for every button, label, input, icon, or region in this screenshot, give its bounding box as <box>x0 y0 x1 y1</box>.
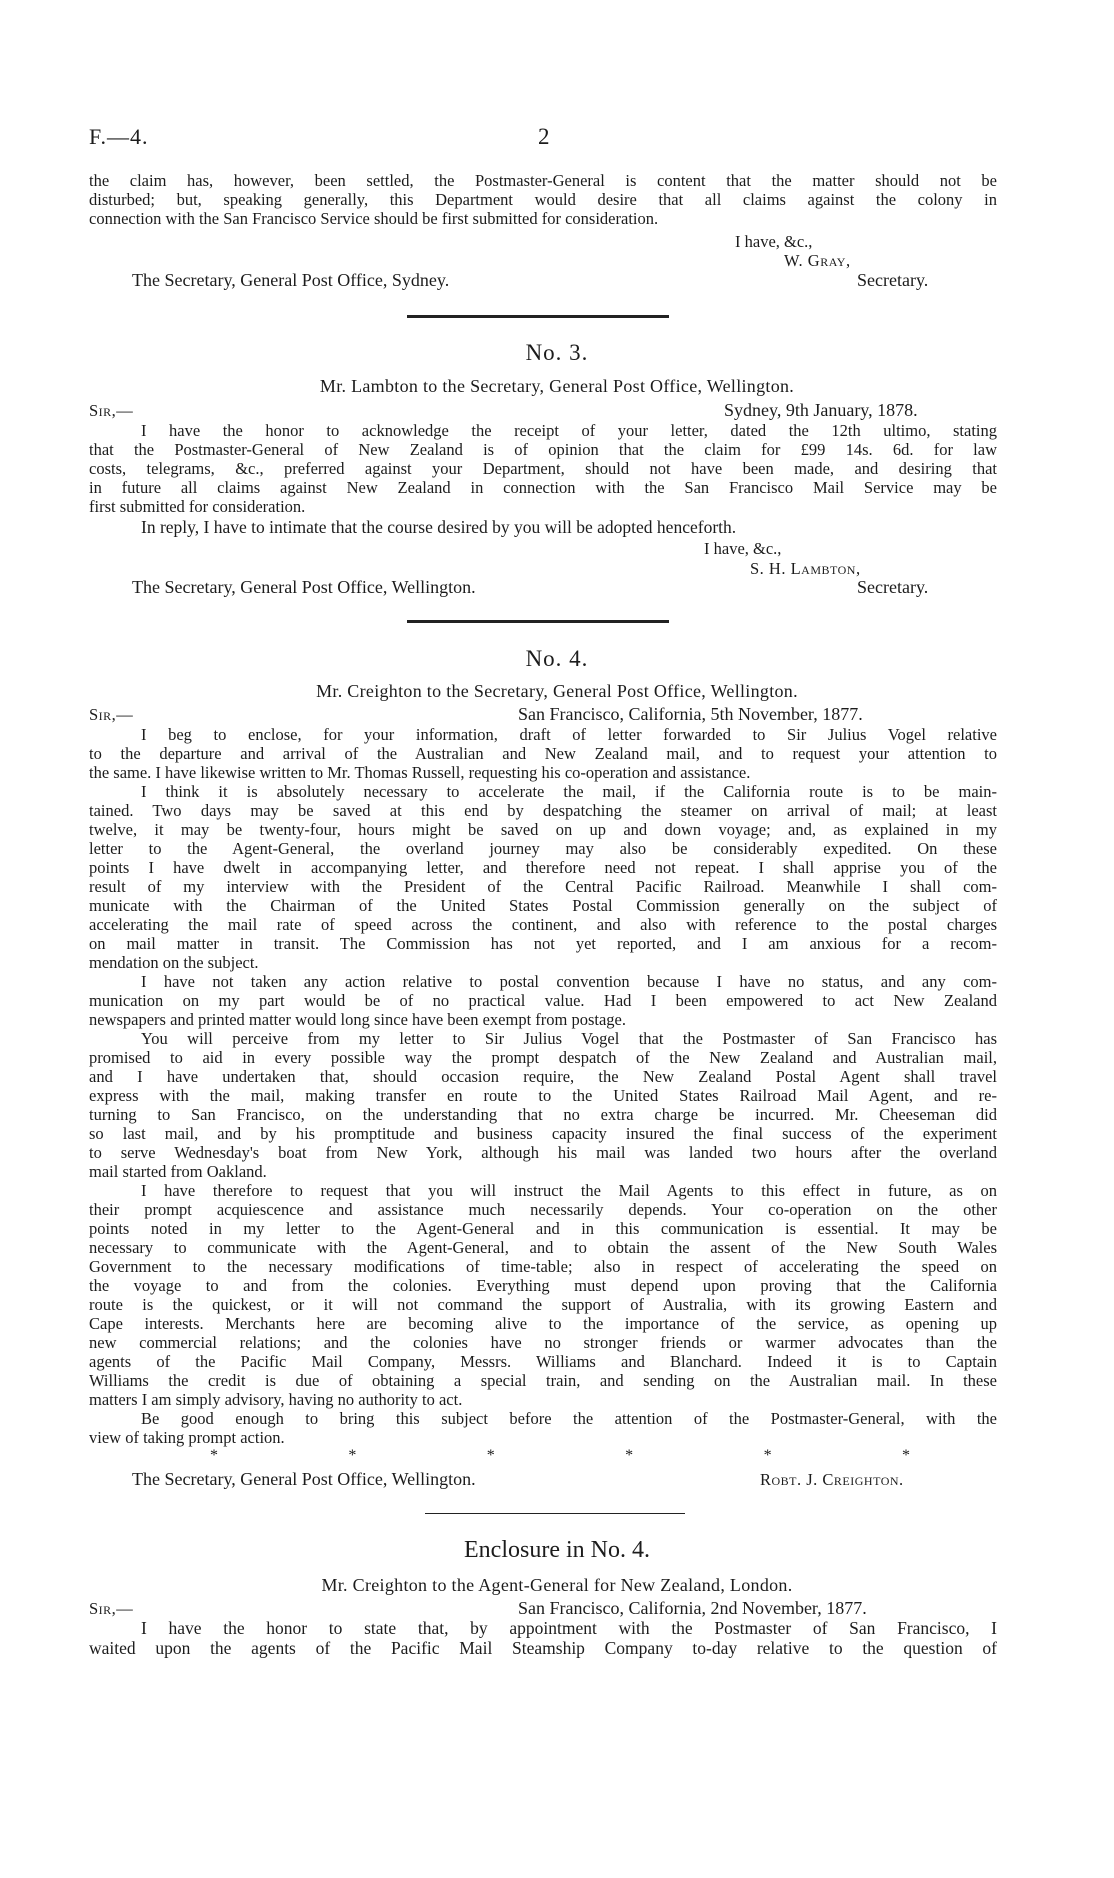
letter4-line: Be good enough to bring this subject before the attention of the Postmaster-General, with the <box>141 1409 997 1428</box>
letter4-line: result of my interview with the President of the Central Pacific Railroad. Meanwhile I shall com- <box>89 877 997 896</box>
letter4-line: agents of the Pacific Mail Company, Messrs. Williams and Blanchard. Indeed it is to Captain <box>89 1352 997 1371</box>
letter3-line: I have the honor to acknowledge the receipt of your letter, dated the 12th ultimo, stating <box>141 421 997 440</box>
letter4-line: points noted in my letter to the Agent-General and in this communication is essential. It may be <box>89 1219 997 1238</box>
letter3-line: costs, telegrams, &c., preferred against your Department, should not have been made, and desiring that <box>89 459 997 478</box>
letter3-closing: I have, &c., <box>704 539 782 558</box>
letter3-number: No. 3. <box>525 340 589 365</box>
letter4-line: mendation on the subject. <box>89 953 259 972</box>
letter4-line: view of taking prompt action. <box>89 1428 285 1447</box>
section-divider <box>407 315 669 318</box>
page-number: 2 <box>538 124 550 149</box>
letter4-line: I have not taken any action relative to postal convention because I have no status, and any com- <box>141 972 997 991</box>
letter2-line: the claim has, however, been settled, the Postmaster-General is content that the matter should not be <box>89 171 997 190</box>
letter4-line: promised to aid in every possible way the prompt despatch of the New Zealand and Australian mail, <box>89 1048 997 1067</box>
letter4-addressee: The Secretary, General Post Office, Wellington. <box>132 1469 476 1489</box>
letter4-line: Government to the necessary modifications of time-table; also in respect of accelerating the speed on <box>89 1257 997 1276</box>
letter3-title: Secretary. <box>857 577 929 597</box>
letter3-line: first submitted for consideration. <box>89 497 306 516</box>
letter4-line: newspapers and printed matter would long since have been exempt from postage. <box>89 1010 626 1029</box>
letter4-line: to serve Wednesday's boat from New York, although his mail was landed two hours after the overland <box>89 1143 997 1162</box>
letter4-line: turning to San Francisco, on the understanding that no extra charge be incurred. Mr. Cheeseman did <box>89 1105 997 1124</box>
page-header <box>0 124 1114 154</box>
star: * <box>763 1447 772 1464</box>
letter3-dateline: Sydney, 9th January, 1878. <box>724 400 918 420</box>
star: * <box>486 1447 495 1464</box>
star: * <box>901 1447 910 1464</box>
star: * <box>625 1447 634 1464</box>
letter4-signature: Robt. J. Creighton. <box>760 1470 904 1489</box>
enclosure-salutation: Sir,— <box>89 1599 134 1618</box>
letter3-heading: Mr. Lambton to the Secretary, General Post Office, Wellington. <box>319 376 795 396</box>
letter4-line: mail started from Oakland. <box>89 1162 267 1181</box>
enclosure-line: I have the honor to state that, by appointment with the Postmaster of San Francisco, I <box>141 1618 997 1638</box>
letter4-line: I have therefore to request that you will instruct the Mail Agents to this effect in future, as on <box>141 1181 997 1200</box>
letter4-line: and I have undertaken that, should occasion require, the New Zealand Postal Agent shall travel <box>89 1067 997 1086</box>
letter4-line: new commercial relations; and the colonies have no stronger friends or warmer advocates than the <box>89 1333 997 1352</box>
letter4-line: Williams the credit is due of obtaining a special train, and sending on the Australian mail. In these <box>89 1371 997 1390</box>
star: * <box>348 1447 357 1464</box>
letter4-line: necessary to communicate with the Agent-General, and to obtain the assent of the New South Wales <box>89 1238 997 1257</box>
letter4-line: to the departure and arrival of the Australian and New Zealand mail, and to request your attention to <box>89 744 997 763</box>
letter4-line: accelerating the mail rate of speed across the continent, and also with reference to the postal charges <box>89 915 997 934</box>
letter3-salutation: Sir,— <box>89 401 134 420</box>
star: * <box>210 1447 218 1464</box>
letter4-dateline: San Francisco, California, 5th November, 1877. <box>518 704 863 724</box>
letter3-line: In reply, I have to intimate that the course desired by you will be adopted henceforth. <box>141 517 737 537</box>
enclosure-dateline: San Francisco, California, 2nd November, 1877. <box>518 1598 867 1618</box>
letter3-signature: S. H. Lambton, <box>750 559 861 578</box>
letter4-line: matters I am simply advisory, having no authority to act. <box>89 1390 463 1409</box>
letter4-line: route is the quickest, or it will not command the support of Australia, with its growing Eastern and <box>89 1295 997 1314</box>
letter4-line: municate with the Chairman of the United States Postal Commission generally on the subject of <box>89 896 997 915</box>
enclosure-line: waited upon the agents of the Pacific Mail Steamship Company to-day relative to the question of <box>89 1638 997 1658</box>
letter4-heading: Mr. Creighton to the Secretary, General Post Office, Wellington. <box>316 681 798 701</box>
section-divider <box>407 620 669 623</box>
letter2-signature: W. Gray, <box>784 251 851 270</box>
letter3-addressee: The Secretary, General Post Office, Wellington. <box>132 577 476 597</box>
letter4-line: You will perceive from my letter to Sir Julius Vogel that the Postmaster of San Francisco has <box>141 1029 997 1048</box>
letter2-closing: I have, &c., <box>735 232 813 251</box>
enclosure-title: Enclosure in No. 4. <box>464 1537 650 1563</box>
letter4-line: tained. Two days may be saved at this end by despatching the steamer on arrival of mail; at least <box>89 801 997 820</box>
letter4-line: munication on my part would be of no practical value. Had I been empowered to act New Zealand <box>89 991 997 1010</box>
section-divider <box>425 1513 685 1514</box>
letter4-line: letter to the Agent-General, the overland journey may also be considerably expedited. On these <box>89 839 997 858</box>
letter3-line: in future all claims against New Zealand in connection with the San Francisco Mail Service may be <box>89 478 997 497</box>
letter4-line: the voyage to and from the colonies. Everything must depend upon proving that the California <box>89 1276 997 1295</box>
letter2-line: connection with the San Francisco Service should be first submitted for consideration. <box>89 209 659 228</box>
letter2-addressee: The Secretary, General Post Office, Sydney. <box>132 270 450 290</box>
omission-stars <box>210 1447 910 1465</box>
letter4-line: express with the mail, making transfer en route to the United States Railroad Mail Agent, and re- <box>89 1086 997 1105</box>
letter4-line: their prompt acquiescence and assistance much necessarily depends. Your co-operation on the other <box>89 1200 997 1219</box>
letter4-line: so last mail, and by his promptitude and business capacity insured the final success of the experiment <box>89 1124 997 1143</box>
letter4-line: twelve, it may be twenty-four, hours might be saved on up and down voyage; and, as explained in my <box>89 820 997 839</box>
letter4-line: the same. I have likewise written to Mr. Thomas Russell, requesting his co-operation and assistance. <box>89 763 751 782</box>
letter4-line: Cape interests. Merchants here are becoming alive to the importance of the service, as opening up <box>89 1314 997 1333</box>
letter4-number: No. 4. <box>525 646 589 671</box>
letter2-line: disturbed; but, speaking generally, this Department would desire that all claims against the colony in <box>89 190 997 209</box>
letter4-line: points I have dwelt in accompanying letter, and therefore need not repeat. I shall apprise you of the <box>89 858 997 877</box>
letter2-title: Secretary. <box>857 270 929 290</box>
letter4-line: I think it is absolutely necessary to accelerate the mail, if the California route is to be main- <box>141 782 997 801</box>
letter4-line: on mail matter in transit. The Commission has not yet reported, and I am anxious for a recom- <box>89 934 997 953</box>
enclosure-heading: Mr. Creighton to the Agent-General for New Zealand, London. <box>321 1575 793 1595</box>
letter4-salutation: Sir,— <box>89 705 134 724</box>
paper-reference: F.—4. <box>89 124 149 149</box>
letter3-line: that the Postmaster-General of New Zealand is of opinion that the claim for £99 14s. 6d. for law <box>89 440 997 459</box>
letter4-line: I beg to enclose, for your information, draft of letter forwarded to Sir Julius Vogel relative <box>141 725 997 744</box>
